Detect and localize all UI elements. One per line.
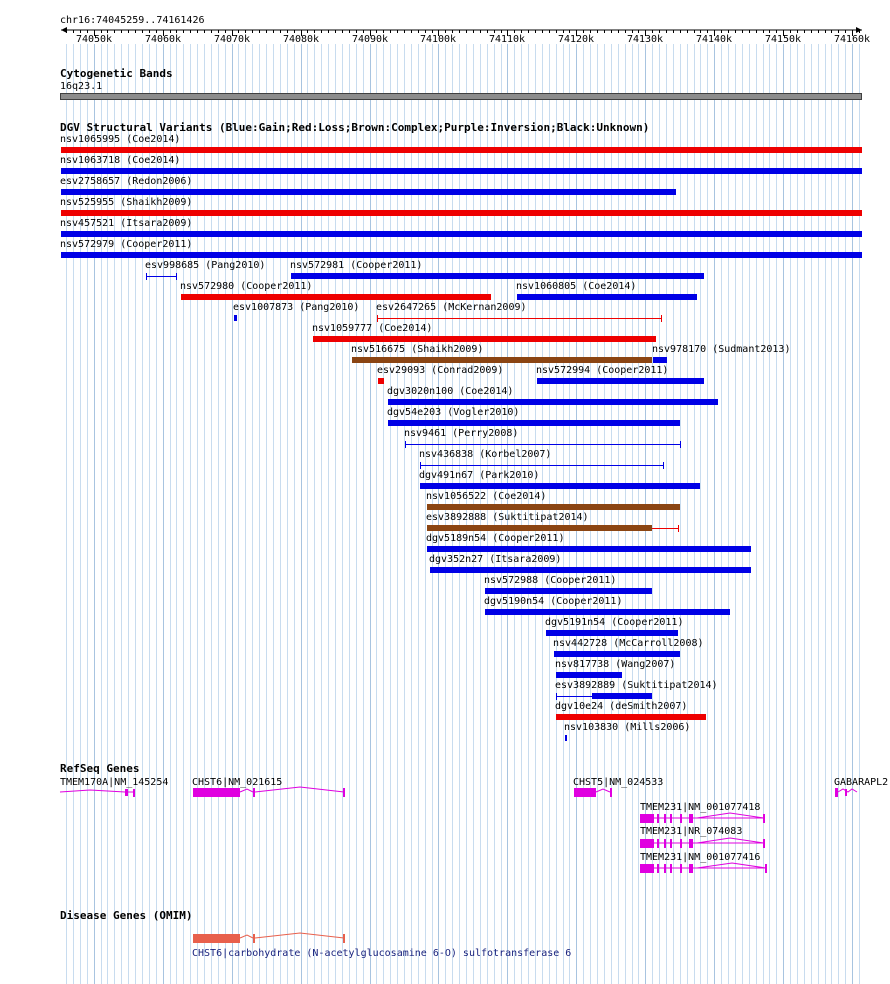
variant-bar[interactable] [352,357,652,363]
gene-model-tmem231-c[interactable] [640,863,767,873]
variant-span-cap [405,441,406,448]
gene-label-chst6: CHST6|NM_021615 [192,777,283,788]
variant-label: nsv9461 (Perry2008) [404,428,519,439]
variant-label: dgv5189n54 (Cooper2011) [426,533,565,544]
variant-label: dgv352n27 (Itsara2009) [429,554,562,565]
variant-bar[interactable] [61,147,862,153]
variant-label: nsv978170 (Sudmant2013) [652,344,791,355]
variant-bar[interactable] [378,378,384,384]
cytoband-ideogram[interactable] [60,93,862,100]
variant-label: nsv1056522 (Coe2014) [426,491,547,502]
variant-label: nsv1060805 (Coe2014) [516,281,637,292]
variant-label: esv998685 (Pang2010) [145,260,266,271]
variant-bar[interactable] [653,357,667,363]
variant-bar[interactable] [556,714,706,720]
omim-track-title: Disease Genes (OMIM) [60,909,193,922]
variant-bar[interactable] [537,378,704,384]
variant-bar[interactable] [388,420,680,426]
variant-tail-line [652,528,678,529]
gene-model-tmem170a[interactable] [60,789,135,797]
variant-span-line[interactable] [377,318,661,319]
variant-label: nsv516675 (Shaikh2009) [351,344,484,355]
variant-bar[interactable] [61,210,862,216]
variant-label: nsv572979 (Cooper2011) [60,239,193,250]
variant-label: esv29093 (Conrad2009) [377,365,504,376]
variant-label: dgv491n67 (Park2010) [419,470,540,481]
variant-label: nsv436838 (Korbel2007) [419,449,552,460]
variant-span-line[interactable] [405,444,680,445]
variant-span-cap [661,315,662,322]
variant-label: dgv10e24 (deSmith2007) [555,701,688,712]
variant-span-line[interactable] [146,276,176,277]
variant-bar[interactable] [61,252,862,258]
variant-bar[interactable] [592,693,652,699]
variant-bar[interactable] [485,609,730,615]
gene-label-tmem231-c: TMEM231|NM_001077416 [640,852,761,863]
variant-bar[interactable] [485,588,652,594]
variant-label: nsv572981 (Cooper2011) [290,260,423,271]
ruler-tick-label: 74120k [557,34,595,45]
ruler-tick-label: 74100k [419,34,457,45]
refseq-track-title: RefSeq Genes [60,762,140,775]
variant-bar[interactable] [427,525,652,531]
variant-bar[interactable] [427,504,680,510]
variant-span-cap [420,462,421,469]
gene-model-chst6[interactable] [193,787,345,797]
variant-bar[interactable] [565,735,567,741]
variant-label: nsv817738 (Wang2007) [555,659,676,670]
ruler-tick-label: 74070k [213,34,251,45]
variant-span-cap [678,525,679,532]
omim-gene-model[interactable] [0,930,890,946]
variant-span-cap [146,273,147,280]
variant-tail-line [556,696,592,697]
variant-bar[interactable] [546,630,678,636]
variant-label: nsv442728 (McCarroll2008) [553,638,704,649]
gene-label-tmem231-a: TMEM231|NM_001077418 [640,802,761,813]
dgv-track-title: DGV Structural Variants (Blue:Gain;Red:Loss;Brown:Complex;Purple:Inversion;Black:Unknown) [60,121,650,134]
ruler-tick-label: 74060k [144,34,182,45]
variant-bar[interactable] [388,399,718,405]
variant-bar[interactable] [234,315,237,321]
variant-bar[interactable] [291,273,704,279]
variant-label: nsv1059777 (Coe2014) [312,323,433,334]
variant-bar[interactable] [61,231,862,237]
variant-bar[interactable] [556,672,622,678]
variant-label: esv3892888 (Suktitipat2014) [426,512,589,523]
variant-bar[interactable] [313,336,656,342]
ruler-tick-label: 74050k [75,34,113,45]
gene-model-tmem231-b[interactable] [640,838,765,848]
ruler-tick-label: 74140k [695,34,733,45]
variant-span-line[interactable] [420,465,663,466]
variant-label: esv3892889 (Suktitipat2014) [555,680,718,691]
cytoband-track-title: Cytogenetic Bands [60,67,173,80]
variant-bar[interactable] [430,567,751,573]
variant-bar[interactable] [420,483,700,489]
gene-label-tmem170a: TMEM170A|NM_145254 [60,777,169,788]
variant-span-cap [176,273,177,280]
ruler-tick-label: 74090k [351,34,389,45]
gene-label-gabarapl2: GABARAPL2 [834,777,889,788]
gene-label-tmem231-b: TMEM231|NR_074083 [640,826,743,837]
cytoband-label: 16q23.1 [60,81,103,92]
omim-label-chst6[interactable]: CHST6|carbohydrate (N-acetylglucosamine 6-O) sulfotransferase 6 [192,948,572,959]
variant-label: esv1007873 (Pang2010) [233,302,360,313]
variant-span-cap [377,315,378,322]
variant-bar[interactable] [517,294,697,300]
variant-label: nsv457521 (Itsara2009) [60,218,193,229]
variant-label: nsv572980 (Cooper2011) [180,281,313,292]
ruler-tick-label: 74130k [626,34,664,45]
ruler-tick-label: 74150k [764,34,802,45]
variant-label: dgv5190n54 (Cooper2011) [484,596,623,607]
variant-label: nsv572988 (Cooper2011) [484,575,617,586]
variant-span-cap [556,693,557,700]
locus-label: chr16:74045259..74161426 [60,15,205,26]
variant-label: dgv5191n54 (Cooper2011) [545,617,684,628]
ruler-tick-label: 74080k [282,34,320,45]
variant-label: esv2647265 (McKernan2009) [376,302,527,313]
variant-bar[interactable] [427,546,751,552]
variant-label: nsv525955 (Shaikh2009) [60,197,193,208]
ruler-tick-label: 74110k [488,34,526,45]
variant-bar[interactable] [554,651,680,657]
gene-model-gabarapl2[interactable] [835,788,857,797]
variant-label: dgv54e203 (Vogler2010) [387,407,520,418]
gene-model-chst5[interactable] [574,788,612,797]
variant-bar[interactable] [61,168,862,174]
ruler-tick-label: 74160k [833,34,871,45]
refseq-gene-models [0,780,890,880]
variant-label: esv2758657 (Redon2006) [60,176,193,187]
variant-bar[interactable] [181,294,491,300]
variant-span-cap [680,441,681,448]
variant-label: nsv103830 (Mills2006) [564,722,691,733]
variant-label: nsv1065995 (Coe2014) [60,134,181,145]
variant-label: dgv3020n100 (Coe2014) [387,386,514,397]
variant-label: nsv572994 (Cooper2011) [536,365,669,376]
variant-span-cap [663,462,664,469]
gene-model-tmem231-a[interactable] [640,813,765,823]
variant-label: nsv1063718 (Coe2014) [60,155,181,166]
variant-bar[interactable] [61,189,676,195]
gene-label-chst5: CHST5|NM_024533 [573,777,664,788]
